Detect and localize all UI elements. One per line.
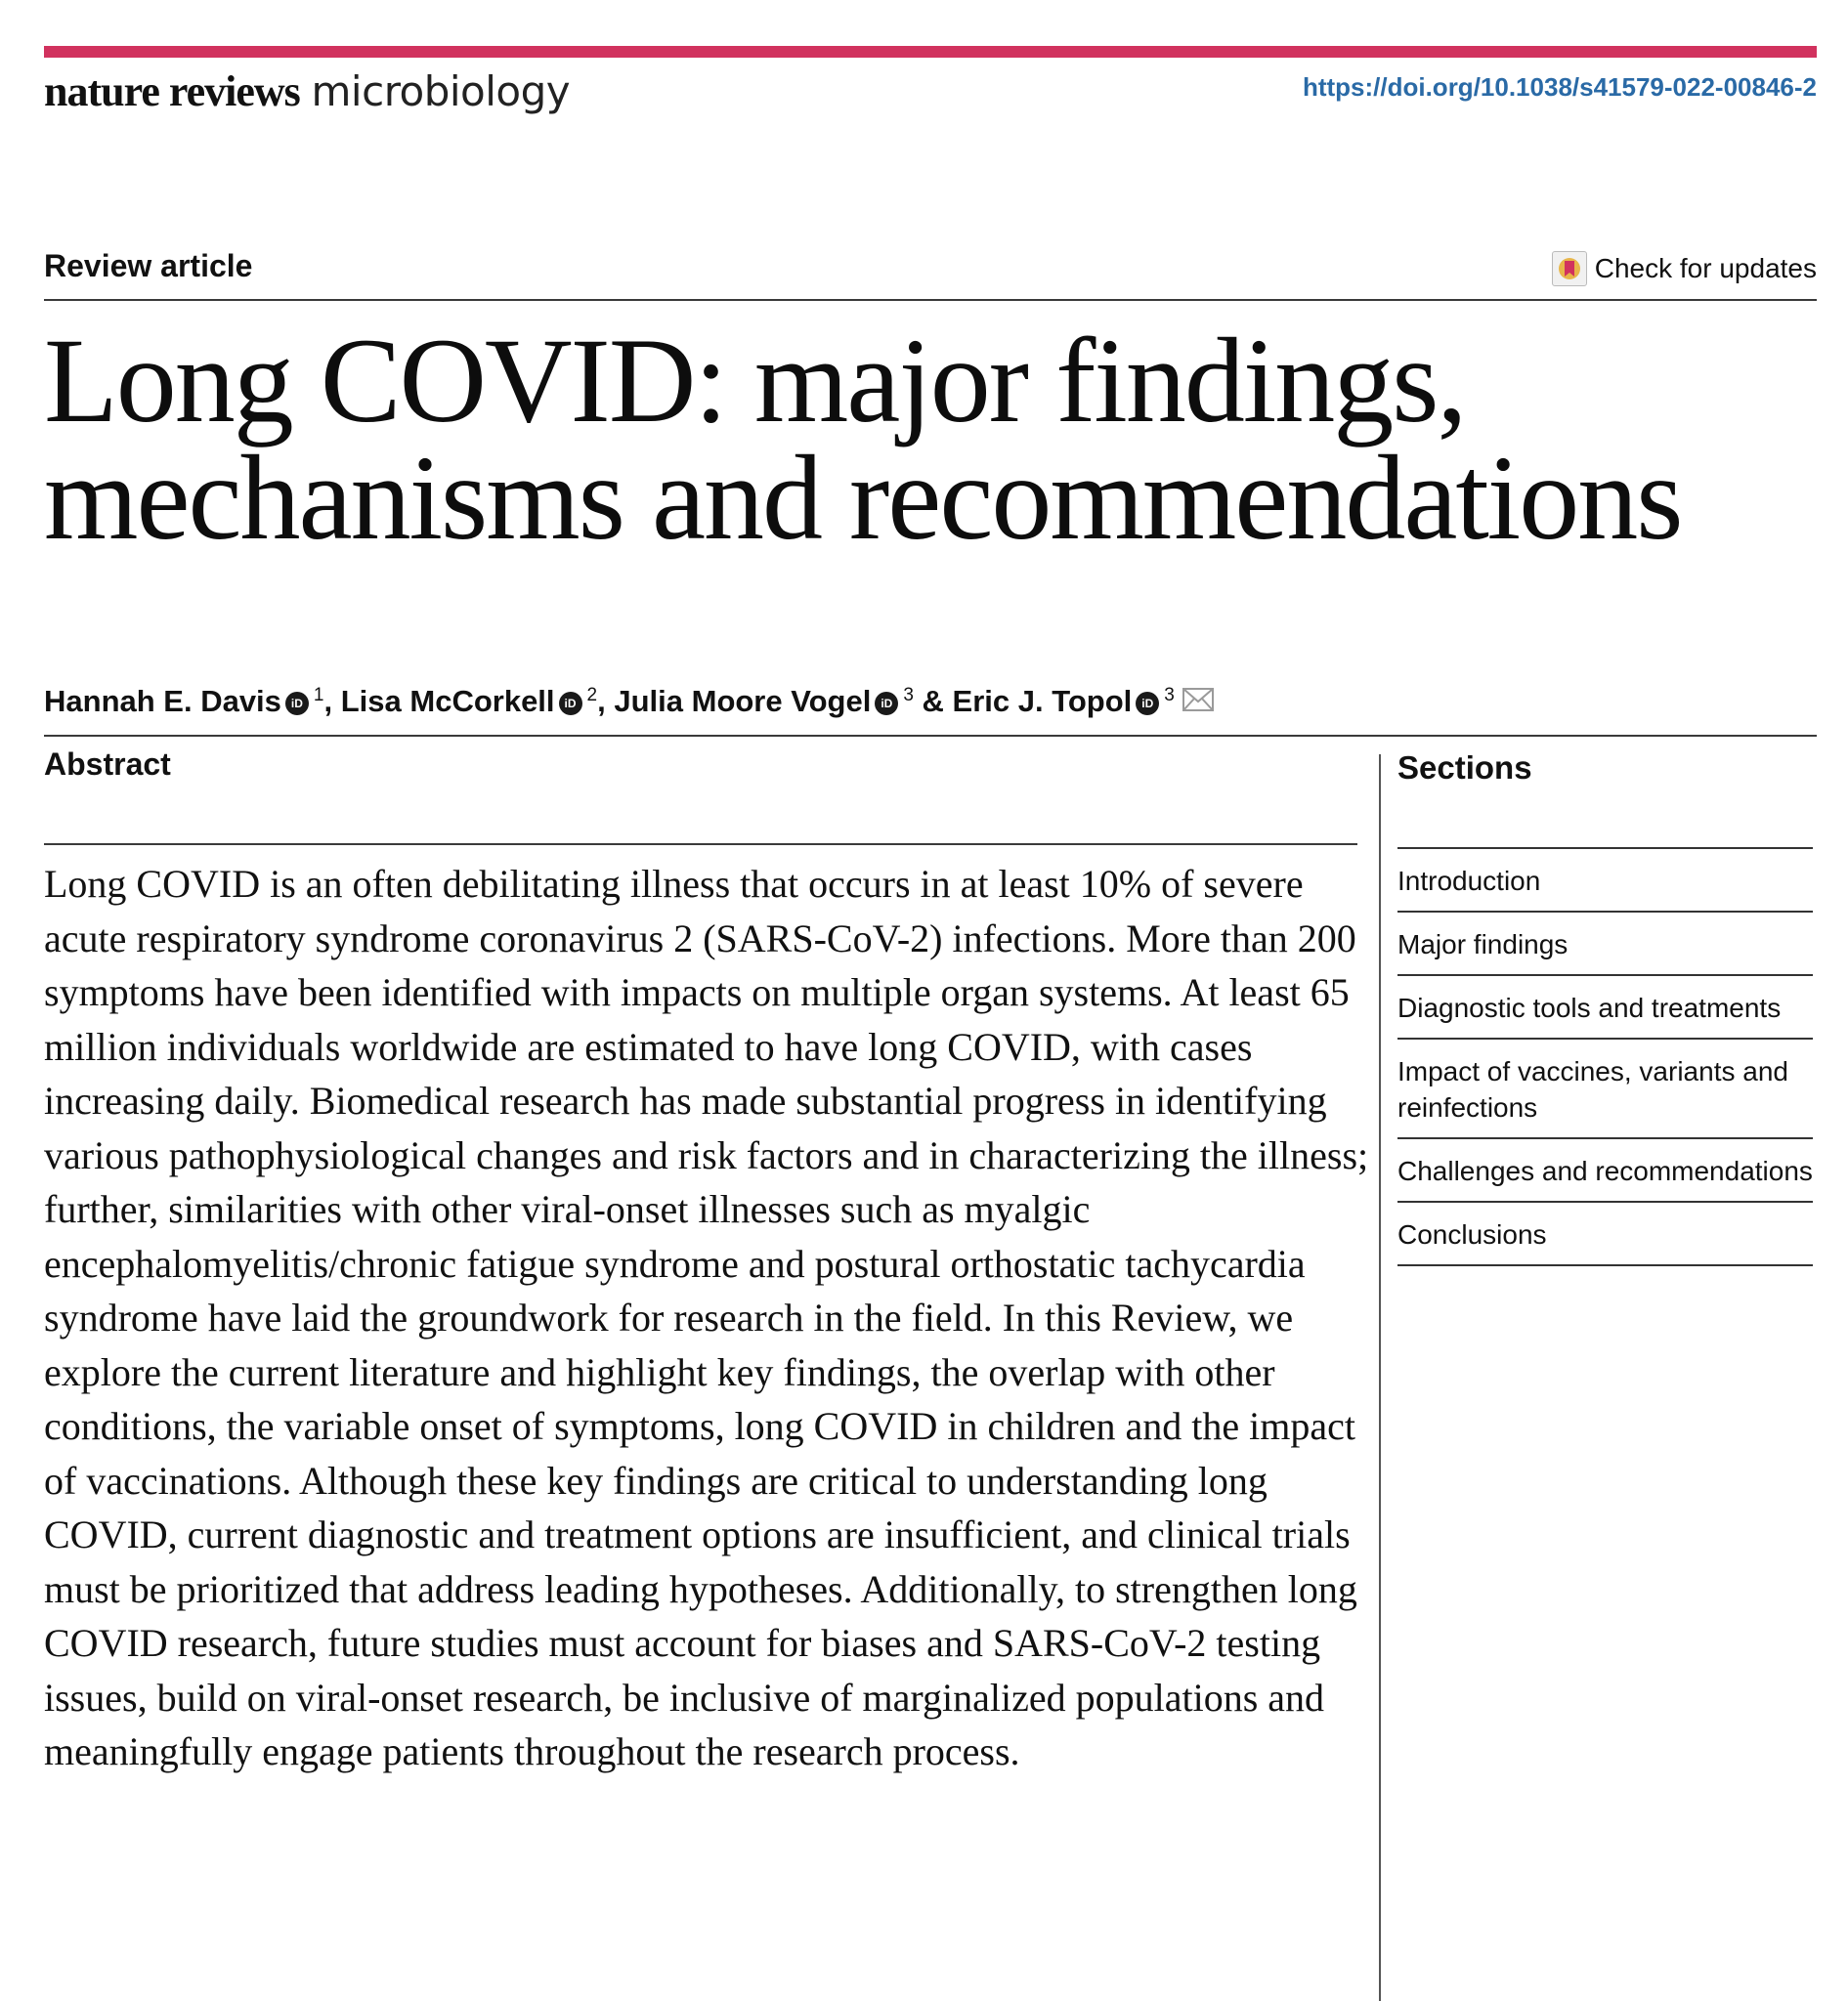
author-affiliation: 3 bbox=[903, 684, 914, 705]
author[interactable] bbox=[614, 684, 952, 719]
author-name: Julia Moore Vogel bbox=[614, 684, 872, 718]
section-link-conclusions[interactable]: Conclusions bbox=[1397, 1203, 1813, 1266]
check-for-updates-label: Check for updates bbox=[1594, 253, 1817, 283]
author-name: Hannah E. Davis bbox=[44, 684, 281, 718]
check-updates-icon bbox=[1552, 251, 1587, 286]
orcid-icon[interactable]: iD bbox=[1136, 692, 1159, 715]
author[interactable] bbox=[44, 684, 341, 719]
journal-name-bold: nature reviews bbox=[44, 67, 300, 115]
orcid-icon[interactable]: iD bbox=[285, 692, 309, 715]
journal-color-bar bbox=[44, 46, 1817, 58]
orcid-icon[interactable]: iD bbox=[875, 692, 898, 715]
author-list bbox=[44, 684, 1214, 719]
author-affiliation: 1 bbox=[313, 684, 324, 705]
author-separator: , bbox=[597, 684, 615, 718]
section-link-vaccines-variants[interactable]: Impact of vaccines, variants and reinfections bbox=[1397, 1040, 1813, 1139]
check-for-updates-button[interactable] bbox=[1552, 251, 1817, 286]
orcid-icon[interactable]: iD bbox=[559, 692, 582, 715]
author-affiliation: 3 bbox=[1164, 684, 1175, 705]
journal-name-light: microbiology bbox=[311, 67, 571, 115]
author-name: Eric J. Topol bbox=[952, 684, 1133, 718]
article-title: Long COVID: major findings, mechanisms and recommendations bbox=[44, 314, 1682, 565]
abstract-divider bbox=[44, 843, 1357, 845]
author[interactable] bbox=[341, 684, 615, 719]
section-link-major-findings[interactable]: Major findings bbox=[1397, 913, 1813, 976]
article-type-label: Review article bbox=[44, 248, 253, 283]
journal-logo[interactable] bbox=[44, 64, 570, 119]
header-divider bbox=[44, 299, 1817, 301]
abstract-heading: Abstract bbox=[44, 746, 171, 782]
section-link-challenges[interactable]: Challenges and recommendations bbox=[1397, 1139, 1813, 1203]
authors-divider bbox=[44, 735, 1817, 737]
envelope-icon[interactable] bbox=[1182, 684, 1214, 719]
abstract-text: Long COVID is an often debilitating illness that occurs in at least 10% of severe acute respiratory syndrome coronavirus 2 (SARS-CoV-2) infections. More than 200 symptoms have been identified with impacts on multiple organ systems. At least 65 million individuals worldwide are estimated to have long COVID, with cases increasing daily. Biomedical research has made substantial progress in identifying various pathophysiological changes and risk factors and in characterizing the illness; further, similarities with other viral-onset illnesses such as myalgic encephalomyelitis/chronic fatigue syndrome and postural orthostatic tachycardia syndrome have laid the groundwork for research in the field. In this Review, we explore the current literature and highlight key findings, the overlap with other conditions, the variable onset of symptoms, long COVID in children and the impact of vaccinations. Although these key findings are critical to understanding long COVID, current diagnostic and treatment options are insufficient, and clinical trials must be prioritized that address leading hypotheses. Additionally, to strengthen long COVID research, future studies must account for biases and SARS-CoV-2 testing issues, build on viral-onset research, be inclusive of marginalized populations and meaningfully engage patients throughout the research process. bbox=[44, 862, 1369, 1773]
column-divider bbox=[1379, 754, 1381, 2001]
author-separator: , bbox=[323, 684, 341, 718]
author[interactable] bbox=[953, 684, 1175, 719]
author-separator: & bbox=[913, 684, 953, 718]
sections-nav bbox=[1397, 847, 1813, 1266]
section-link-diagnostic-tools[interactable]: Diagnostic tools and treatments bbox=[1397, 976, 1813, 1040]
doi-link[interactable]: https://doi.org/10.1038/s41579-022-00846-2 bbox=[1302, 72, 1817, 102]
author-affiliation: 2 bbox=[586, 684, 598, 705]
section-link-introduction[interactable]: Introduction bbox=[1397, 849, 1813, 913]
author-name: Lisa McCorkell bbox=[340, 684, 555, 718]
sections-heading: Sections bbox=[1397, 749, 1532, 786]
